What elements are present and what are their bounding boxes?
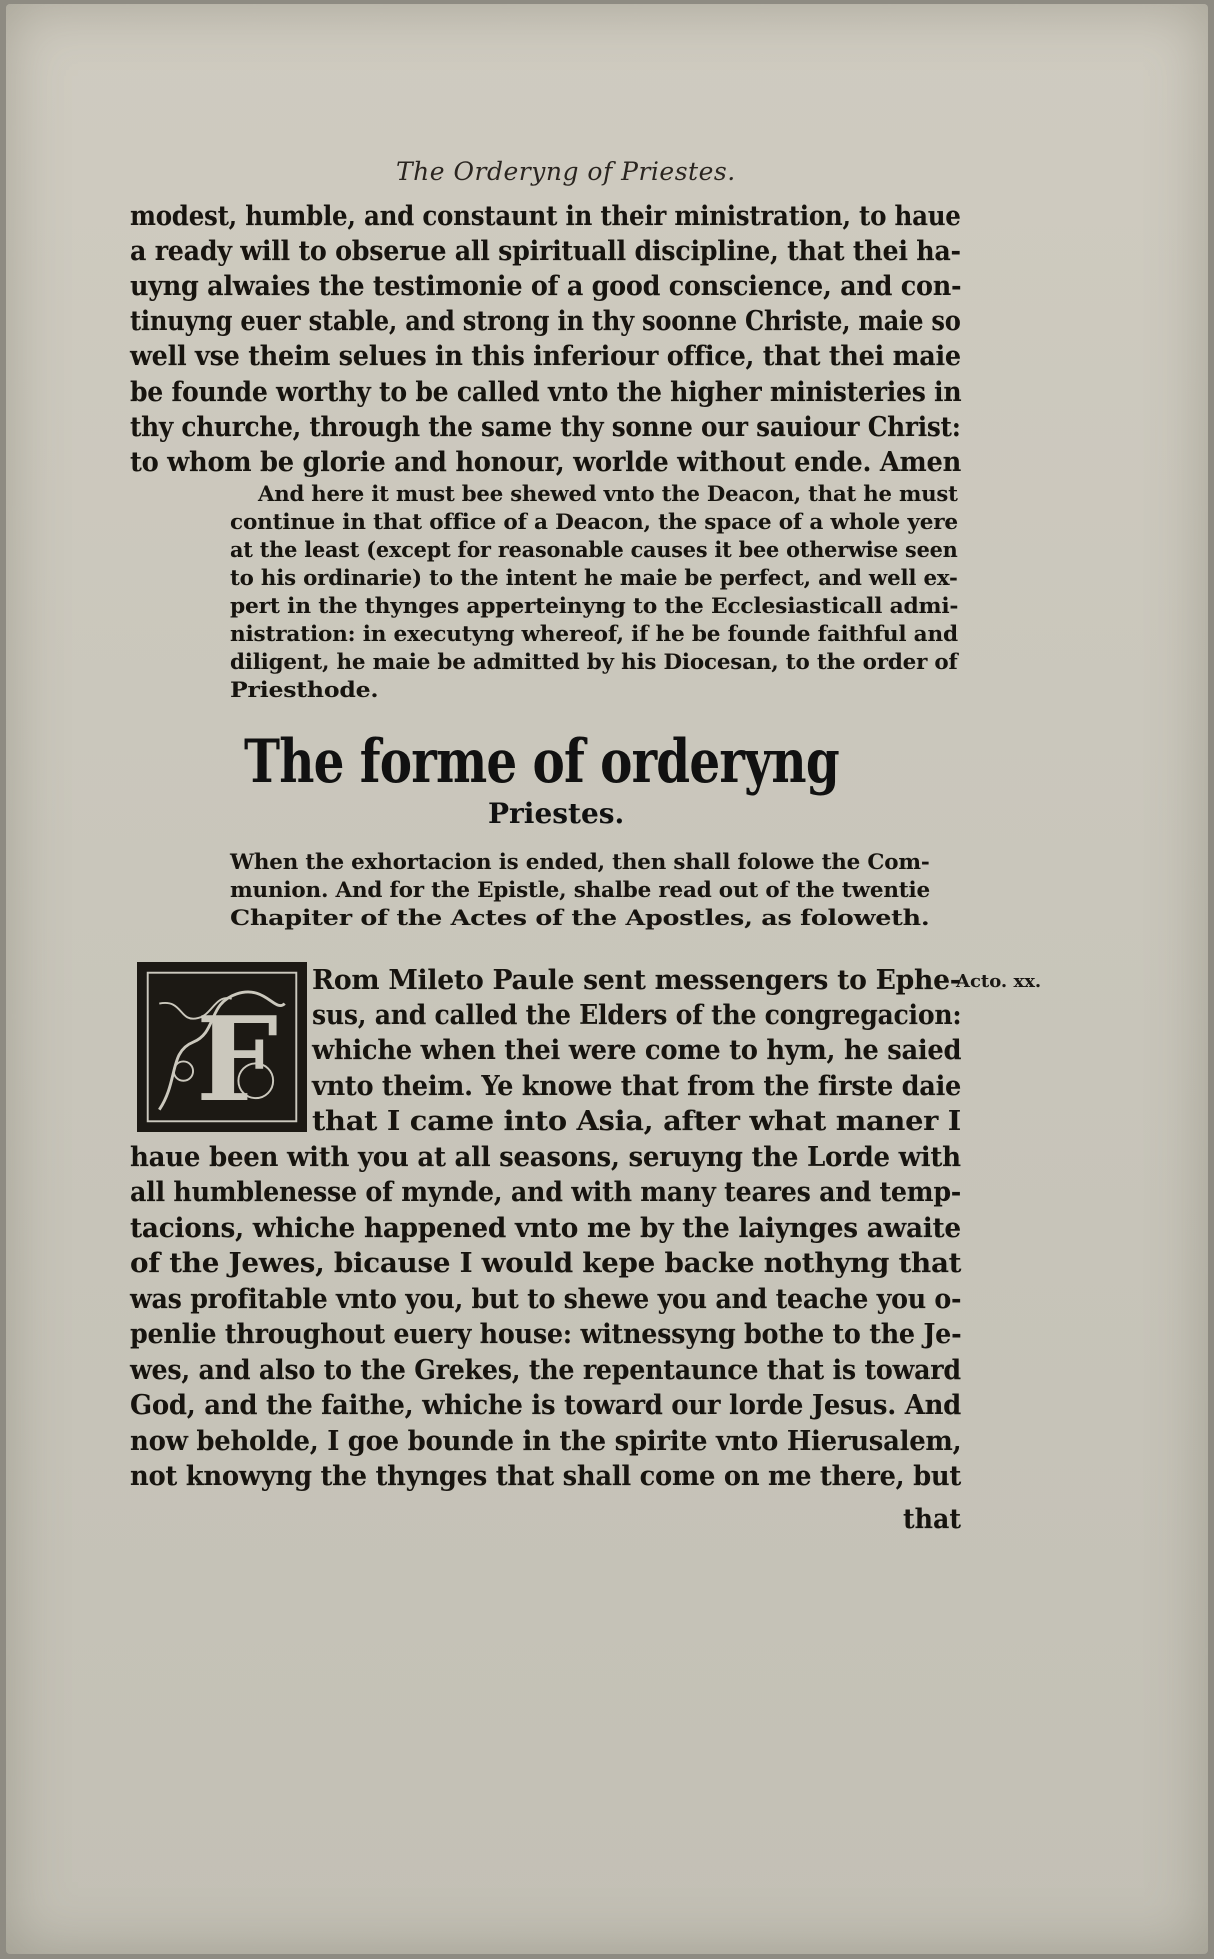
rubric-line: at the least (except for reasonable causes it bee otherwise seen: [230, 538, 958, 563]
rubric-line: Priesthode.: [230, 678, 379, 703]
rubric-line: munion. And for the Epistle, shalbe read out of the twentie: [230, 878, 930, 903]
text-line: sus, and called the Elders of the congregacion:: [312, 999, 962, 1031]
text-line: was profitable vnto you, but to shewe you and teache you o-: [130, 1283, 962, 1315]
text-line: not knowyng the thynges that shall come on me there, but: [130, 1460, 962, 1492]
running-head: The Orderyng of Priestes.: [396, 157, 736, 186]
text-line: God, and the faithe, whiche is toward our lorde Jesus. And: [130, 1389, 962, 1421]
rubric-line: diligent, he maie be admitted by his Diocesan, to the order of: [230, 650, 958, 675]
text-line: that I came into Asia, after what maner I: [312, 1105, 961, 1137]
book-page: [6, 4, 1208, 1954]
decorated-initial: [137, 962, 307, 1132]
text-line: thy churche, through the same thy sonne our sauiour Christ:: [130, 411, 961, 443]
text-line: tinuyng euer stable, and strong in thy soonne Christe, maie so: [130, 305, 961, 337]
rubric-line: pert in the thynges apperteinyng to the Ecclesiasticall admi-: [230, 594, 959, 619]
text-line: wes, and also to the Grekes, the repentaunce that is toward: [130, 1354, 961, 1386]
text-line: now beholde, I goe bounde in the spirite vnto Hierusalem,: [130, 1425, 962, 1457]
rubric-line: continue in that office of a Deacon, the space of a whole yere: [230, 510, 958, 535]
text-line: to whom be glorie and honour, worlde without ende. Amen: [130, 446, 962, 478]
text-line: be founde worthy to be called vnto the higher ministeries in: [130, 376, 962, 408]
text-line: vnto theim. Ye knowe that from the firste daie: [312, 1070, 962, 1102]
ornament-icon: [140, 965, 304, 1129]
text-line: of the Jewes, bicause I would kepe backe nothyng that: [130, 1247, 962, 1279]
text-line: modest, humble, and constaunt in their ministration, to haue: [130, 200, 961, 232]
rubric-line: Chapiter of the Actes of the Apostles, as foloweth.: [230, 906, 930, 931]
text-line: well vse theim selues in this inferiour office, that thei maie: [130, 340, 961, 372]
section-title: The forme of orderyng: [244, 727, 839, 797]
section-subtitle: Priestes.: [488, 797, 625, 830]
text-line: all humblenesse of mynde, and with many teares and temp-: [130, 1176, 962, 1208]
rubric-line: to his ordinarie) to the intent he maie be perfect, and well ex-: [230, 566, 958, 591]
catchword: that: [903, 1504, 962, 1535]
text-line: tacions, whiche happened vnto me by the laiynges awaite: [130, 1212, 961, 1244]
text-line: a ready will to obserue all spirituall discipline, that thei ha-: [130, 235, 961, 267]
text-line: haue been with you at all seasons, seruyng the Lorde with: [130, 1141, 961, 1173]
rubric-line: nistration: in executyng whereof, if he be founde faithful and: [230, 622, 958, 647]
text-line: whiche when thei were come to hym, he saied: [312, 1034, 962, 1066]
text-line: Rom Mileto Paule sent messengers to Ephe-: [312, 964, 961, 996]
rubric-line: When the exhortacion is ended, then shall folowe the Com-: [230, 850, 930, 875]
initial-letter: F: [195, 992, 279, 1129]
rubric-line: And here it must bee shewed vnto the Deacon, that he must: [258, 482, 958, 507]
text-line: penlie throughout euery house: witnessyng bothe to the Je-: [130, 1318, 962, 1350]
text-line: uyng alwaies the testimonie of a good conscience, and con-: [130, 270, 962, 302]
margin-note: Acto. xx.: [956, 971, 1042, 992]
